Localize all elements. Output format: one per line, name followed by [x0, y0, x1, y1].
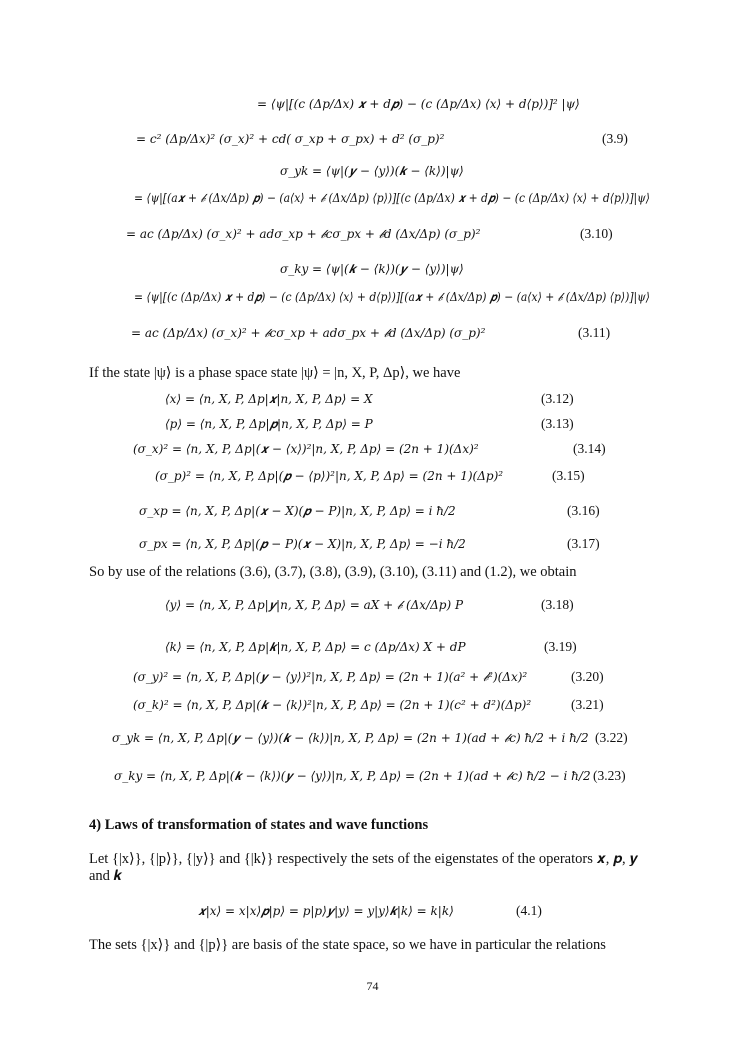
- equation-line: σ_yk = ⟨ψ|(𝒚 − ⟨y⟩)(𝒌 − ⟨k⟩)|ψ⟩: [280, 164, 464, 178]
- equation-line: 𝒙|x⟩ = x|x⟩𝒑|p⟩ = p|p⟩𝒚|y⟩ = y|y⟩𝒌|k⟩ = k|k⟩: [198, 904, 454, 918]
- equation-line: = ⟨ψ|[(a𝒙 + 𝒷 (Δx/Δp) 𝒑) − (a⟨x⟩ + 𝒷 (Δx/Δp) ⟨p⟩)][(c (Δp/Δx) 𝒙 + d𝒑) − (c (Δp/Δx) ⟨x⟩ + d⟨p⟩)]|ψ⟩: [134, 191, 650, 205]
- equation-number: (3.22): [595, 730, 628, 745]
- paragraph: So by use of the relations (3.6), (3.7), (3.8), (3.9), (3.10), (3.11) and (1.2), we obtain: [89, 564, 577, 580]
- equation-line: ⟨y⟩ = ⟨n, X, P, Δp|𝒚|n, X, P, Δp⟩ = aX + 𝒷 (Δx/Δp) P: [165, 598, 464, 612]
- equation-number: (3.13): [541, 416, 574, 431]
- equation-line: ⟨p⟩ = ⟨n, X, P, Δp|𝒑|n, X, P, Δp⟩ = P: [165, 417, 373, 431]
- section-heading: 4) Laws of transformation of states and wave functions: [89, 817, 429, 833]
- equation-number: (3.19): [544, 639, 577, 654]
- equation-number: (3.11): [578, 325, 611, 340]
- equation-line: (σ_p)² = ⟨n, X, P, Δp|(𝒑 − ⟨p⟩)²|n, X, P, Δp⟩ = (2n + 1)(Δp)²: [155, 469, 504, 483]
- equation-line: σ_xp = ⟨n, X, P, Δp|(𝒙 − X)(𝒑 − P)|n, X, P, Δp⟩ = i ħ/2: [139, 504, 456, 518]
- equation-line: (σ_x)² = ⟨n, X, P, Δp|(𝒙 − ⟨x⟩)²|n, X, P, Δp⟩ = (2n + 1)(Δx)²: [133, 442, 479, 456]
- equation-number: (3.21): [571, 697, 604, 712]
- equation-line: = ⟨ψ|[(c (Δp/Δx) 𝒙 + d𝒑) − (c (Δp/Δx) ⟨x⟩ + d⟨p⟩)]² |ψ⟩: [257, 97, 580, 111]
- equation-number: (3.20): [571, 669, 604, 684]
- equation-number: (3.23): [593, 768, 626, 783]
- equation-line: ⟨k⟩ = ⟨n, X, P, Δp|𝒌|n, X, P, Δp⟩ = c (Δp/Δx) X + dP: [165, 640, 466, 654]
- equation-line: σ_ky = ⟨ψ|(𝒌 − ⟨k⟩)(𝒚 − ⟨y⟩)|ψ⟩: [280, 262, 464, 276]
- equation-line: ⟨x⟩ = ⟨n, X, P, Δp|𝒙|n, X, P, Δp⟩ = X: [165, 392, 373, 406]
- equation-line: = ac (Δp/Δx) (σ_x)² + 𝒷cσ_xp + adσ_px + 𝒷d (Δx/Δp) (σ_p)²: [131, 326, 486, 340]
- equation-line: σ_yk = ⟨n, X, P, Δp|(𝒚 − ⟨y⟩)(𝒌 − ⟨k⟩)|n, X, P, Δp⟩ = (2n + 1)(ad + 𝒷c) ħ/2 + i ħ/2: [112, 731, 589, 745]
- paragraph-line: Let {|x⟩}, {|p⟩}, {|y⟩} and {|k⟩} respectively the sets of the eigenstates of the operators 𝒙, 𝒑, 𝒚: [89, 851, 639, 867]
- equation-number: (3.10): [580, 226, 613, 241]
- equation-line: = ⟨ψ|[(c (Δp/Δx) 𝒙 + d𝒑) − (c (Δp/Δx) ⟨x⟩ + d⟨p⟩)][(a𝒙 + 𝒷 (Δx/Δp) 𝒑) − (a⟨x⟩ + 𝒷 (Δx/Δp) ⟨p⟩)]|ψ⟩: [134, 290, 650, 304]
- equation-number: (3.17): [567, 536, 600, 551]
- equation-line: σ_px = ⟨n, X, P, Δp|(𝒑 − P)(𝒙 − X)|n, X, P, Δp⟩ = −i ħ/2: [139, 537, 466, 551]
- equation-line: (σ_y)² = ⟨n, X, P, Δp|(𝒚 − ⟨y⟩)²|n, X, P, Δp⟩ = (2n + 1)(a² + 𝒷²)(Δx)²: [133, 670, 528, 684]
- equation-line: = ac (Δp/Δx) (σ_x)² + adσ_xp + 𝒷cσ_px + 𝒷d (Δx/Δp) (σ_p)²: [126, 227, 481, 241]
- equation-number: (3.18): [541, 597, 574, 612]
- paragraph: If the state |ψ⟩ is a phase space state |ψ⟩ = |n, X, P, Δp⟩, we have: [89, 365, 461, 381]
- equation-line: σ_ky = ⟨n, X, P, Δp|(𝒌 − ⟨k⟩)(𝒚 − ⟨y⟩)|n, X, P, Δp⟩ = (2n + 1)(ad + 𝒷c) ħ/2 − i ħ/2: [114, 769, 591, 783]
- equation-number: (3.16): [567, 503, 600, 518]
- paragraph: The sets {|x⟩} and {|p⟩} are basis of the state space, so we have in particular the relations: [89, 937, 606, 953]
- equation-number: (4.1): [516, 903, 542, 918]
- equation-number: (3.9): [602, 131, 628, 146]
- equation-number: (3.14): [573, 441, 606, 456]
- equation-number: (3.12): [541, 391, 574, 406]
- page-number: 74: [366, 979, 379, 993]
- paragraph-line: and 𝒌: [89, 868, 123, 884]
- equation-line: = c² (Δp/Δx)² (σ_x)² + cd( σ_xp + σ_px) + d² (σ_p)²: [136, 132, 445, 146]
- equation-number: (3.15): [552, 468, 585, 483]
- equation-line: (σ_k)² = ⟨n, X, P, Δp|(𝒌 − ⟨k⟩)²|n, X, P, Δp⟩ = (2n + 1)(c² + d²)(Δp)²: [133, 698, 532, 712]
